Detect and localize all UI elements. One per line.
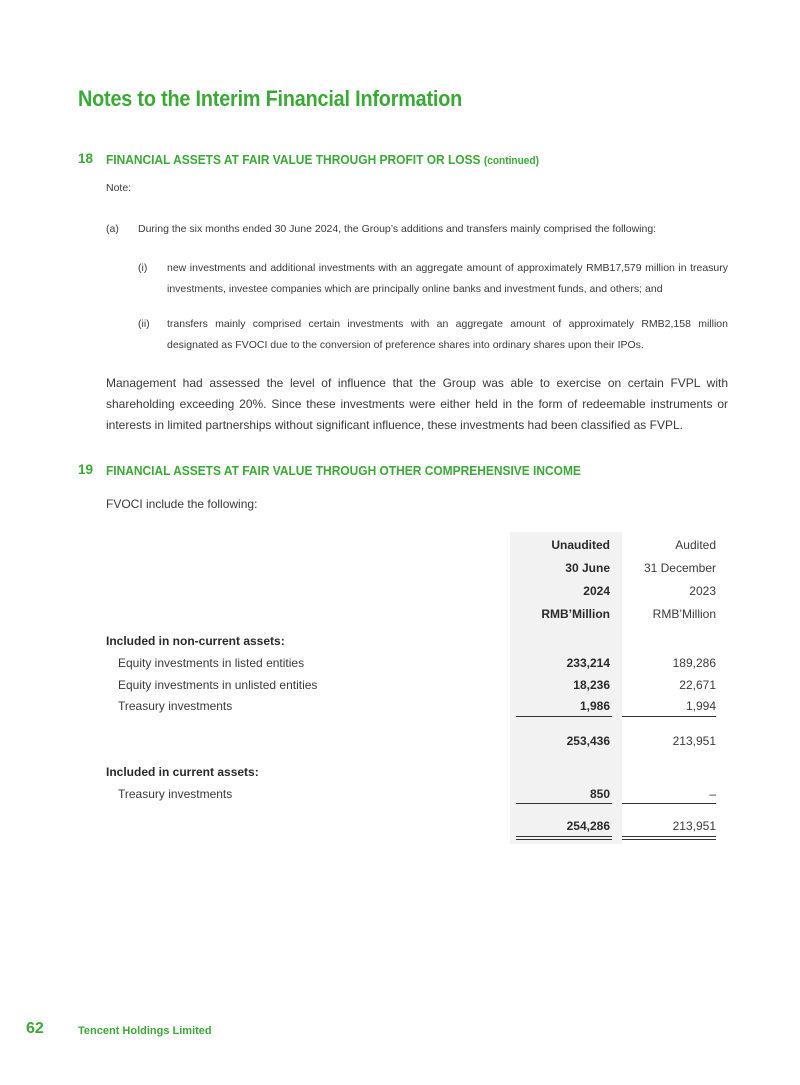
- table-cell-2024: 850: [589, 787, 610, 801]
- subtotal-rule-2023: [622, 716, 716, 717]
- table-row-label: Treasury investments: [118, 699, 233, 713]
- total-double-rule-2024: [516, 836, 612, 840]
- total-rule-2024: [516, 803, 612, 804]
- section-18-number: 18: [78, 151, 94, 166]
- sub-item-ii-text: transfers mainly comprised certain investments with an aggregate amount of approximately RMB2,158 million designated as FVOCI due to the conversion of preference shares into ordinary shares upon their IPOs.: [167, 318, 728, 351]
- item-a-text: During the six months ended 30 June 2024, the Group’s additions and transfers mainly comprised the following:: [138, 223, 657, 235]
- table-row-label: Equity investments in unlisted entities: [118, 678, 318, 692]
- total-2023: 213,951: [672, 819, 716, 833]
- col-2023-header-unit: RMB’Million: [652, 607, 716, 621]
- total-double-rule-2023: [622, 836, 716, 840]
- table-cell-2023: 22,671: [679, 678, 716, 692]
- col-2024-header-status: Unaudited: [551, 538, 610, 552]
- page-title: Notes to the Interim Financial Information: [78, 86, 463, 111]
- company-name: Tencent Holdings Limited: [78, 1025, 212, 1037]
- subtotal-2024: 253,436: [566, 734, 610, 748]
- col-2023-header-year: 2023: [689, 584, 716, 598]
- item-a-label: (a): [106, 223, 119, 235]
- section-18-heading: [106, 152, 539, 167]
- col-2024-header-year: 2024: [583, 584, 610, 598]
- section-19-number: 19: [78, 462, 94, 477]
- current-assets-heading: Included in current assets:: [106, 765, 259, 779]
- sub-item-i-text: new investments and additional investments with an aggregate amount of approximately RMB17,579 million in treasury investments, investee companies which are principally online banks and investment funds, and others; and: [167, 262, 728, 295]
- noncurrent-assets-heading: Included in non-current assets:: [106, 634, 285, 648]
- subtotal-2023: 213,951: [672, 734, 716, 748]
- total-rule-2023: [622, 803, 716, 804]
- table-cell-2024: 1,986: [579, 699, 610, 713]
- section-18-continued: (continued): [483, 155, 539, 167]
- col-2023-header-date: 31 December: [643, 561, 716, 575]
- col-2024-header-unit: RMB’Million: [541, 607, 610, 621]
- subtotal-rule-2024: [516, 716, 612, 717]
- total-2024: 254,286: [566, 819, 610, 833]
- note-label: Note:: [106, 182, 132, 194]
- col-2023-header-status: Audited: [675, 538, 716, 552]
- table-cell-2024: 18,236: [573, 678, 610, 692]
- section-19-intro: FVOCI include the following:: [106, 497, 258, 511]
- section-19-title: FINANCIAL ASSETS AT FAIR VALUE THROUGH OTHER COMPREHENSIVE INCOME: [106, 463, 581, 478]
- sub-item-ii-label: (ii): [138, 318, 150, 330]
- table-row-label: Treasury investments: [118, 787, 233, 801]
- table-cell-2023: 189,286: [672, 656, 716, 670]
- col-2024-header-date: 30 June: [565, 561, 610, 575]
- table-cell-2023: –: [709, 787, 716, 801]
- section-18-title: FINANCIAL ASSETS AT FAIR VALUE THROUGH PROFIT OR LOSS: [106, 152, 481, 167]
- management-paragraph: Management had assessed the level of influence that the Group was able to exercise on certain FVPL with shareholding exceeding 20%. Since these investments were either held in the form of redeemable instruments or interests in limited partnerships without significant influence, these investments had been classified as FVPL.: [106, 376, 728, 432]
- sub-item-i-label: (i): [138, 262, 148, 274]
- table-cell-2023: 1,994: [685, 699, 716, 713]
- table-cell-2024: 233,214: [566, 656, 610, 670]
- table-row-label: Equity investments in listed entities: [118, 656, 305, 670]
- page-number: 62: [26, 1020, 44, 1037]
